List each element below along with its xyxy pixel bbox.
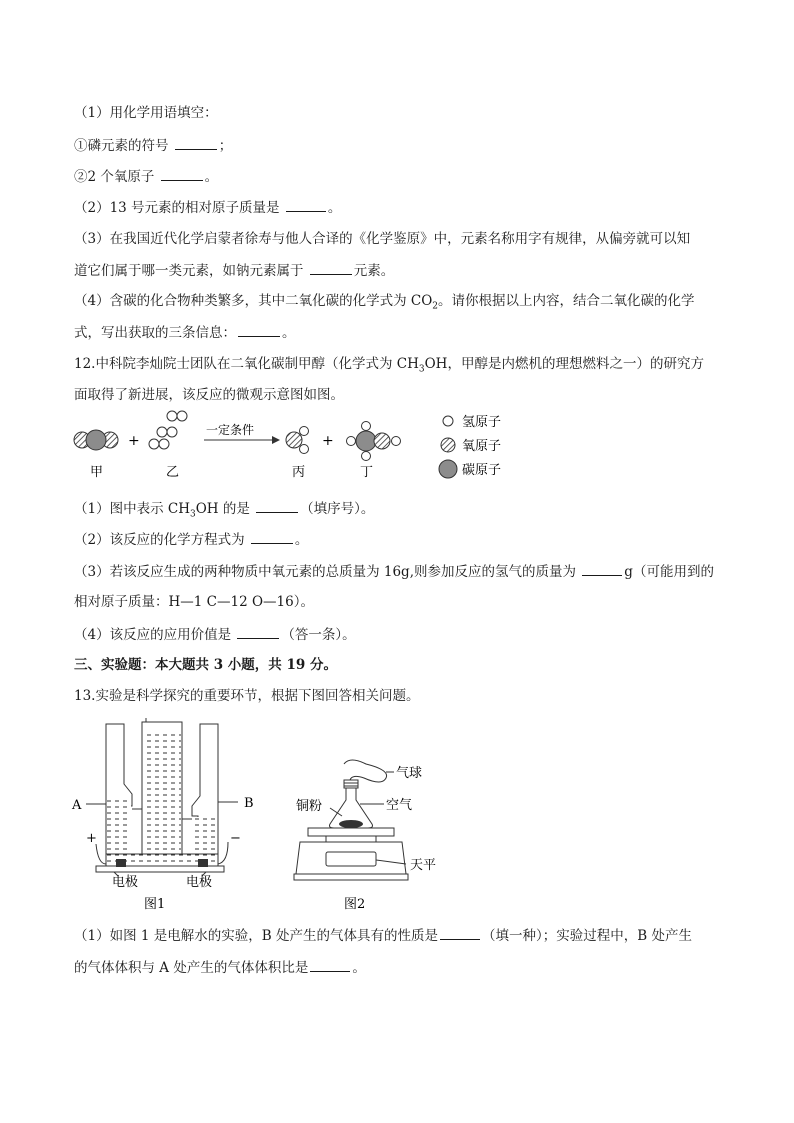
q11-part2: （2）13 号元素的相对原子质量是 。 [74,200,342,216]
label-yi: 乙 [166,465,180,480]
q11-part1-b: ②2 个氧原子 。 [74,169,219,185]
figure1-caption: 图1 [144,897,166,912]
molecule-yi-h2 [149,411,187,449]
molecule-jia-co2 [74,430,118,450]
molecule-ding-ch3oh [347,422,401,461]
label-bing: 丙 [292,465,306,480]
air-label: 空气 [386,798,413,813]
reaction-condition: 一定条件 [206,423,255,437]
negative-sign: − [230,831,241,846]
label-b: B [244,796,254,811]
legend [439,415,501,478]
q11-part3-line2: 道它们属于哪一类元素，如钠元素属于 元素。 [74,263,395,279]
balloon-label: 气球 [396,766,423,781]
q12-part3-line1: （3）若该反应生成的两种物质中氧元素的总质量为 16g,则参加反应的氢气的质量为 g（可能用到的 [74,564,714,580]
figure2-caption: 图2 [344,897,366,912]
q11-part1: （1）用化学用语填空： [74,105,218,121]
q12-part1: （1）图中表示 $CH_3OH$ 的是 （填序号）。 [74,501,375,520]
answer-blank[interactable] [251,530,293,544]
answer-blank[interactable] [238,323,280,337]
copper-powder-label: 铜粉 [296,799,323,814]
electrode-left: 电极 [112,875,139,890]
answer-blank[interactable] [161,167,203,181]
molecule-bing-h2o [286,427,309,454]
balance-label: 天平 [410,858,437,873]
q11-part1-a: ①磷元素的符号 ； [74,138,233,154]
q11-part4-line1: （4）含碳的化合物种类繁多，其中二氧化碳的化学式为 $CO_2$。请你根据以上内容，结合二氧化碳的化学 [74,293,695,312]
q11-part3-line1: （3）在我国近代化学启蒙者徐寿与他人合译的《化学鉴原》中，元素名称用字有规律，从偏旁就可以知 [74,231,691,247]
legend-oxygen: 氧原子 [462,439,502,454]
legend-oxygen-icon [441,438,455,452]
plus-sign: + [322,433,334,449]
reaction-diagram [66,408,536,486]
q12-part3-line2: 相对原子质量：H—1 C—12 O—16）。 [74,594,314,610]
q13-stem: 13.实验是科学探究的重要环节，根据下图回答相关问题。 [74,688,420,704]
positive-sign: + [86,831,97,846]
label-jia: 甲 [90,465,104,480]
balance-figure [286,756,456,914]
q13-part1-line1: （1）如图 1 是电解水的实验，B 处产生的气体具有的性质是 （填一种）；实验过程中，B 处产生 [74,928,692,944]
q12-stem-line2: 面取得了新进展，该反应的微观示意图如图。 [74,387,344,403]
q12-stem-line1: 12.中科院李灿院士团队在二氧化碳制甲醇（化学式为 $CH_3OH$，甲醇是内燃机的理想燃料之一）的研究方 [74,356,704,375]
answer-blank[interactable] [286,198,326,212]
q13-part1-line2: 的气体体积与 A 处产生的气体体积比是 。 [74,960,366,976]
answer-blank[interactable] [175,136,217,150]
section-heading: 三、实验题：本大题共 3 小题，共 19 分。 [74,657,337,673]
label-a: A [72,798,82,813]
legend-hydrogen: 氢原子 [462,415,502,430]
plus-sign: + [128,433,140,449]
answer-blank[interactable] [310,958,350,972]
legend-carbon-icon [439,460,457,478]
q12-part2: （2）该反应的化学方程式为 。 [74,532,309,548]
answer-blank[interactable] [256,499,298,513]
answer-blank[interactable] [440,926,480,940]
electrolysis-figure [66,714,276,914]
answer-blank[interactable] [237,625,279,639]
electrode-right: 电极 [186,875,213,890]
legend-carbon: 碳原子 [462,463,502,478]
answer-blank[interactable] [582,562,622,576]
legend-hydrogen-icon [443,416,453,426]
reaction-arrow [204,436,280,444]
label-ding: 丁 [360,465,374,480]
q12-part4: （4）该反应的应用价值是 （答一条）。 [74,627,356,643]
q11-part4-line2: 式，写出获取的三条信息： 。 [74,325,296,341]
answer-blank[interactable] [310,261,352,275]
